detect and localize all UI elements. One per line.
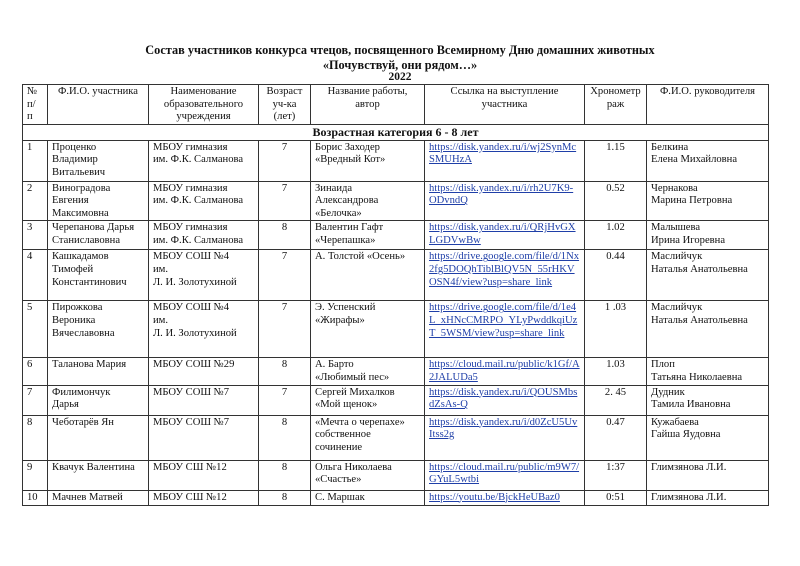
cell-line: Кужабаева: [651, 416, 699, 428]
cell-line: Квачук Валентина: [52, 461, 135, 473]
performance-link[interactable]: https://disk.yandex.ru/i/QOUSMbsdZsAs-Q: [429, 386, 578, 411]
cell-line: «Вредный Кот»: [315, 154, 386, 166]
cell-line: Зинаида: [315, 182, 353, 194]
performance-link-cell: [425, 181, 585, 221]
work-title: [311, 460, 425, 490]
participant-age: 8: [259, 221, 311, 250]
cell-line: А. Барто: [315, 359, 354, 371]
work-title: [311, 221, 425, 250]
performance-link[interactable]: https://youtu.be/BjckHeUBaz0: [429, 491, 560, 503]
document-title: Состав участников конкурса чтецов, посвященного Всемирному Дню домашних животных: [145, 43, 655, 57]
work-title: [311, 385, 425, 415]
supervisor-name: [647, 181, 769, 221]
cell-line: А. Толстой «Осень»: [315, 251, 406, 263]
participant-name: [48, 250, 149, 301]
cell-line: Пирожкова: [52, 302, 103, 314]
cell-line: МБОУ СШ №12: [153, 461, 227, 473]
cell-line: С. Маршак: [315, 491, 365, 503]
cell-line: Вячеславовна: [52, 327, 115, 339]
cell-line: Плоп: [651, 359, 675, 371]
cell-line: Константинович: [52, 276, 127, 288]
header-text: №: [27, 86, 38, 97]
cell-line: Дудник: [651, 386, 685, 398]
cell-line: Борис Заходер: [315, 141, 380, 153]
table-row: [23, 140, 769, 181]
cell-line: Евгения: [52, 195, 89, 207]
institution-name: [149, 490, 259, 505]
participant-age: 7: [259, 250, 311, 301]
document-year: 2022: [388, 71, 412, 83]
cell-line: Витальевич: [52, 166, 106, 178]
timing-value: 0.47: [585, 415, 647, 460]
header-link: [425, 85, 585, 125]
cell-line: МБОУ СШ №12: [153, 491, 227, 503]
table-row: [23, 490, 769, 505]
cell-line: Валентин Гафт: [315, 222, 384, 234]
institution-name: [149, 358, 259, 385]
header-text: учреждения: [176, 111, 231, 123]
participant-name: [48, 221, 149, 250]
work-title: [311, 181, 425, 221]
header-text: п/: [27, 98, 36, 110]
cell-line: Наталья Анатольевна: [651, 263, 748, 275]
cell-line: Сергей Михалков: [315, 386, 395, 398]
performance-link-cell: [425, 385, 585, 415]
performance-link[interactable]: https://disk.yandex.ru/i/wj2SynMcSMUHzA: [429, 141, 577, 166]
performance-link[interactable]: https://cloud.mail.ru/public/m9W7/GYuL5wtbi: [429, 461, 580, 486]
row-number: 1: [23, 140, 48, 181]
table-row: [23, 385, 769, 415]
cell-line: «Черепашка»: [315, 234, 376, 246]
cell-line: «Счастье»: [315, 474, 362, 486]
cell-line: им.: [153, 263, 169, 275]
table-row: [23, 460, 769, 490]
cell-line: Максимовна: [52, 207, 109, 219]
participant-age: 8: [259, 460, 311, 490]
contest-name: «Почувствуй, они рядом…»: [322, 58, 478, 72]
participant-name: [48, 140, 149, 181]
participant-name: [48, 358, 149, 385]
cell-line: Филимончук: [52, 386, 111, 398]
cell-line: Черепанова Дарья: [52, 222, 135, 234]
cell-line: МБОУ гимназия: [153, 182, 228, 194]
participant-age: 8: [259, 490, 311, 505]
timing-value: 0.52: [585, 181, 647, 221]
performance-link[interactable]: https://drive.google.com/file/d/1e4L_xHNcCMRPO_YLyPwddkqiUzT_5WSM/view?usp=share_link: [429, 302, 578, 339]
supervisor-name: [647, 490, 769, 505]
timing-value: 0.44: [585, 250, 647, 301]
work-title: [311, 415, 425, 460]
performance-link[interactable]: https://disk.yandex.ru/i/d0ZcU5UvItss2g: [429, 416, 578, 441]
header-work: [311, 85, 425, 125]
table-row: [23, 250, 769, 301]
row-number: 5: [23, 301, 48, 358]
cell-line: Гайша Яудовна: [651, 429, 721, 441]
institution-name: [149, 301, 259, 358]
institution-name: [149, 140, 259, 181]
cell-line: МБОУ гимназия: [153, 222, 228, 234]
institution-name: [149, 415, 259, 460]
performance-link-cell: [425, 490, 585, 505]
performance-link-cell: [425, 250, 585, 301]
cell-line: Маслийчук: [651, 251, 703, 263]
header-text: п: [27, 111, 33, 123]
cell-line: Кашкадамов: [52, 251, 109, 263]
cell-line: «Мечта о черепахе»: [315, 416, 405, 428]
header-text: образовательного: [163, 98, 244, 110]
cell-line: «Белочка»: [315, 207, 362, 219]
row-number: 8: [23, 415, 48, 460]
cell-line: Белкина: [651, 141, 689, 153]
cell-line: Тамила Ивановна: [651, 399, 731, 411]
header-age: [259, 85, 311, 125]
cell-line: «Мой щенок»: [315, 399, 378, 411]
cell-line: Чернакова: [651, 182, 698, 194]
row-number: 9: [23, 460, 48, 490]
cell-line: МБОУ гимназия: [153, 141, 228, 153]
cell-line: Дарья: [52, 399, 79, 411]
row-number: 10: [23, 490, 48, 505]
header-text: Ссылка на выступление: [450, 86, 559, 97]
performance-link-cell: [425, 358, 585, 385]
institution-name: [149, 250, 259, 301]
row-number: 2: [23, 181, 48, 221]
participant-age: 8: [259, 358, 311, 385]
header-text: Хронометр: [590, 86, 641, 97]
table-row: [23, 181, 769, 221]
row-number: 3: [23, 221, 48, 250]
cell-line: Таланова Мария: [52, 359, 127, 371]
participant-age: 7: [259, 181, 311, 221]
performance-link[interactable]: https://disk.yandex.ru/i/QRjHvGXLGDVwBw: [429, 222, 576, 246]
supervisor-name: [647, 140, 769, 181]
cell-line: им.: [153, 314, 169, 326]
performance-link-cell: [425, 415, 585, 460]
cell-line: Маслийчук: [651, 302, 703, 314]
performance-link-cell: [425, 301, 585, 358]
header-text: раж: [606, 98, 625, 110]
table-header-row: [23, 85, 769, 125]
cell-line: Марина Петровна: [651, 195, 733, 207]
row-number: 7: [23, 385, 48, 415]
participant-name: [48, 181, 149, 221]
header-text: уч-ка: [272, 98, 297, 110]
cell-line: МБОУ СОШ №7: [153, 416, 230, 428]
cell-line: Александрова: [315, 195, 379, 207]
timing-value: 1:37: [585, 460, 647, 490]
cell-line: сочинение: [315, 441, 363, 453]
table-row: [23, 358, 769, 385]
cell-line: Малышева: [651, 222, 701, 234]
cell-line: МБОУ СОШ №7: [153, 386, 230, 398]
work-title: [311, 490, 425, 505]
cell-line: им. Ф.К. Салманова: [153, 154, 244, 166]
cell-line: Э. Успенский: [315, 302, 376, 314]
cell-line: Ольга Николаева: [315, 461, 392, 473]
performance-link-cell: [425, 221, 585, 250]
cell-line: Чеботарёв Ян: [52, 416, 114, 428]
cell-line: МБОУ СОШ №4: [153, 302, 230, 314]
cell-line: МБОУ СОШ №29: [153, 359, 235, 371]
cell-line: Елена Михайловна: [651, 154, 738, 166]
performance-link-cell: [425, 140, 585, 181]
performance-link[interactable]: https://disk.yandex.ru/i/rh2U7K9-ODvndQ: [429, 182, 574, 207]
supervisor-name: [647, 250, 769, 301]
work-title: [311, 140, 425, 181]
table-row: [23, 415, 769, 460]
category-row: [23, 125, 769, 141]
header-text: Название работы,: [327, 86, 408, 97]
performance-link[interactable]: https://cloud.mail.ru/public/k1Gf/A2JALUDa5: [429, 359, 580, 383]
supervisor-name: [647, 385, 769, 415]
cell-line: Станиславовна: [52, 234, 121, 246]
row-number: 4: [23, 250, 48, 301]
table-row: [23, 301, 769, 358]
cell-line: МБОУ СОШ №4: [153, 251, 230, 263]
header-participant: Ф.И.О. участника: [48, 85, 149, 125]
timing-value: 1.03: [585, 358, 647, 385]
cell-line: Мачнев Матвей: [52, 491, 123, 503]
cell-line: Глимзянова Л.И.: [651, 461, 727, 473]
cell-line: собственное: [315, 429, 371, 441]
cell-line: Тимофей: [52, 263, 94, 275]
cell-line: Глимзянова Л.И.: [651, 491, 727, 503]
participant-age: 7: [259, 301, 311, 358]
cell-line: Ирина Игоревна: [651, 234, 726, 246]
participant-name: [48, 385, 149, 415]
work-title: [311, 358, 425, 385]
cell-line: Л. И. Золотухиной: [153, 276, 237, 288]
header-text: Возраст: [266, 86, 303, 97]
participant-name: [48, 460, 149, 490]
participant-age: 7: [259, 385, 311, 415]
institution-name: [149, 221, 259, 250]
cell-line: им. Ф.К. Салманова: [153, 234, 244, 246]
supervisor-name: [647, 221, 769, 250]
participant-age: 7: [259, 140, 311, 181]
row-number: 6: [23, 358, 48, 385]
header-timing: [585, 85, 647, 125]
timing-value: 1.02: [585, 221, 647, 250]
participant-name: [48, 415, 149, 460]
cell-line: Вероника: [52, 314, 96, 326]
participant-age: 8: [259, 415, 311, 460]
institution-name: [149, 181, 259, 221]
header-text: Наименование: [170, 86, 237, 97]
cell-line: «Жирафы»: [315, 314, 365, 326]
cell-line: «Любимый пес»: [315, 371, 390, 383]
supervisor-name: [647, 460, 769, 490]
cell-line: им. Ф.К. Салманова: [153, 195, 244, 207]
cell-line: Татьяна Николаевна: [651, 371, 743, 383]
timing-value: 1.15: [585, 140, 647, 181]
header-supervisor: Ф.И.О. руководителя: [647, 85, 769, 125]
supervisor-name: [647, 415, 769, 460]
supervisor-name: [647, 301, 769, 358]
work-title: [311, 250, 425, 301]
cell-line: Владимир: [52, 154, 98, 166]
cell-line: Л. И. Золотухиной: [153, 327, 237, 339]
timing-value: 2. 45: [585, 385, 647, 415]
participant-name: [48, 301, 149, 358]
table-row: [23, 221, 769, 250]
cell-line: Наталья Анатольевна: [651, 314, 748, 326]
header-num: [23, 85, 48, 125]
work-title: [311, 301, 425, 358]
cell-line: Проценко: [52, 141, 97, 153]
participant-name: [48, 490, 149, 505]
timing-value: 0:51: [585, 490, 647, 505]
header-text: автор: [355, 98, 380, 110]
cell-line: Виноградова: [52, 182, 111, 194]
institution-name: [149, 460, 259, 490]
header-text: (лет): [273, 111, 296, 123]
supervisor-name: [647, 358, 769, 385]
header-institution: [149, 85, 259, 125]
participants-table: [22, 84, 769, 506]
performance-link[interactable]: https://drive.google.com/file/d/1Nx2fg5DOQhTiblBlQV5N_55rHKVOSN4f/view?usp=share_link: [429, 251, 580, 288]
institution-name: [149, 385, 259, 415]
header-text: участника: [481, 98, 528, 110]
timing-value: 1 .03: [585, 301, 647, 358]
age-category-label: Возрастная категория 6 - 8 лет: [23, 125, 769, 141]
performance-link-cell: [425, 460, 585, 490]
